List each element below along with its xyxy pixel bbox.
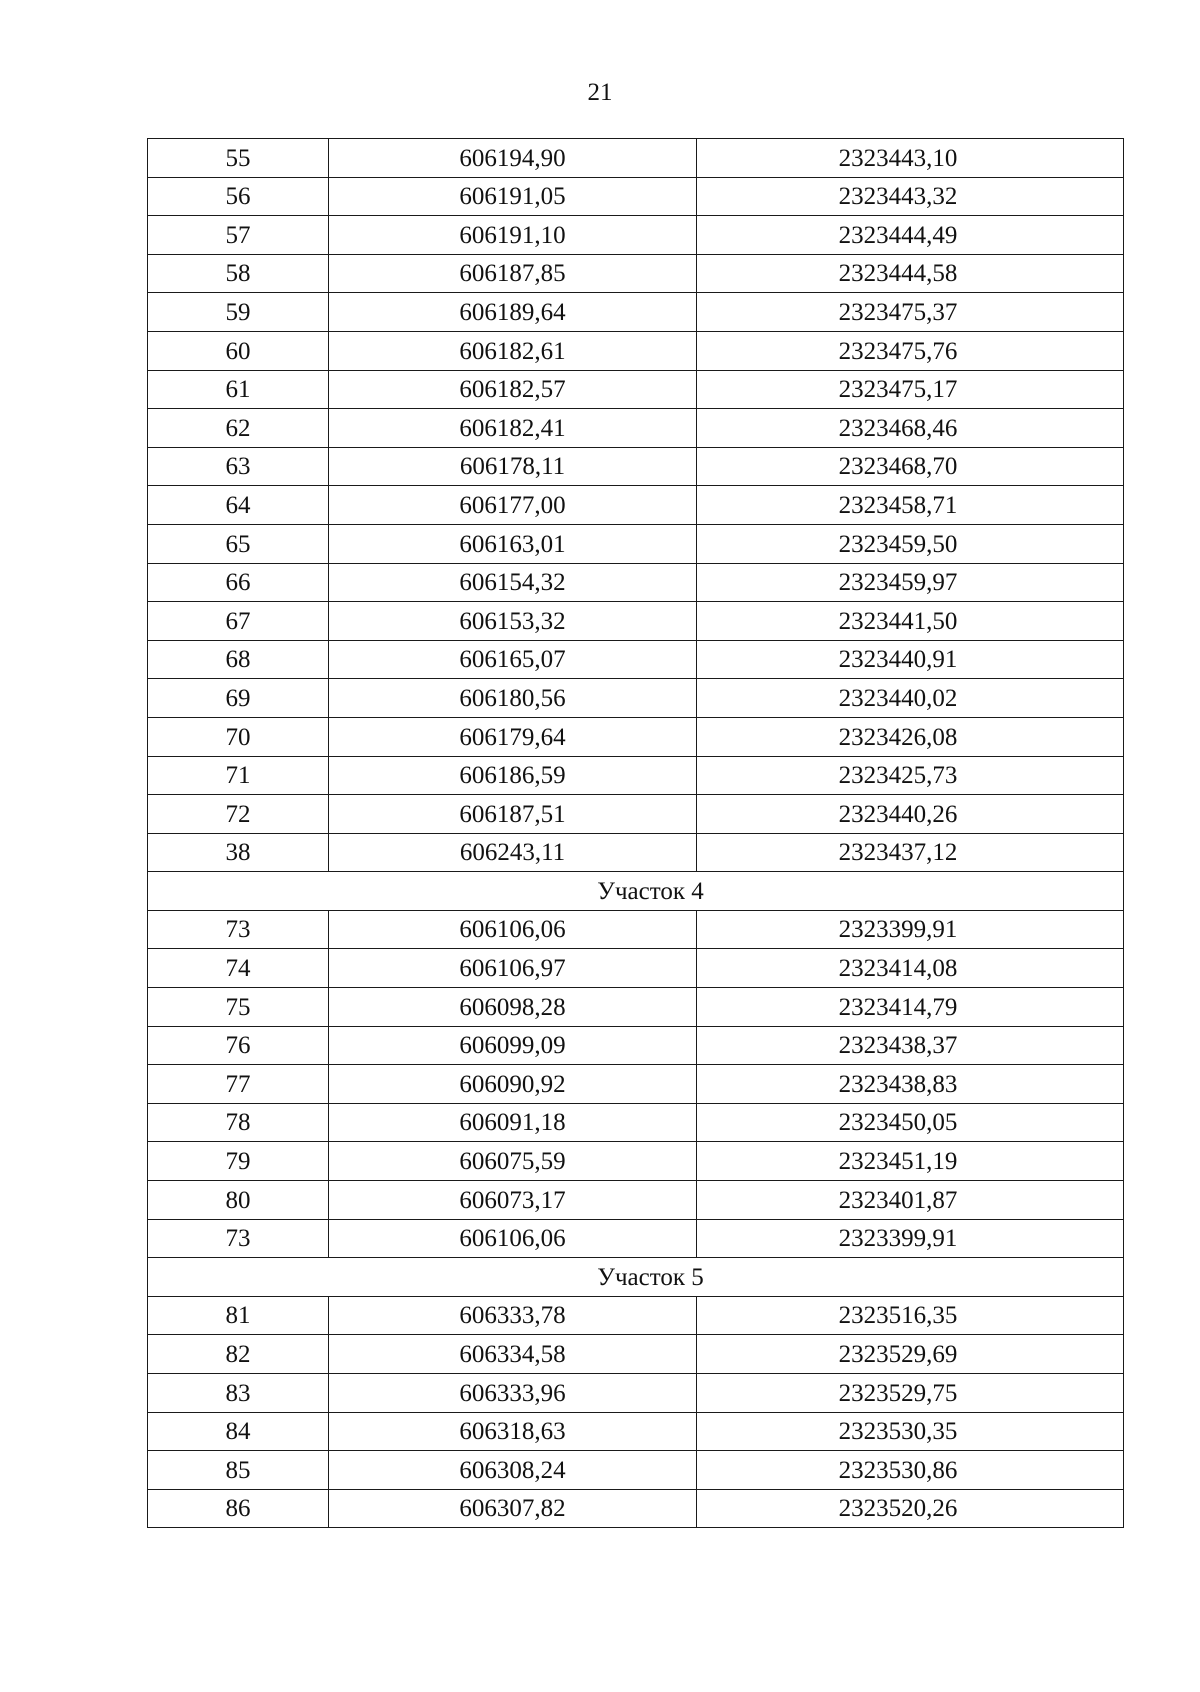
y-coordinate-cell: 2323459,97 (697, 563, 1124, 602)
table-row (148, 1296, 1124, 1335)
table-row (148, 447, 1124, 486)
x-coordinate-cell: 606153,32 (329, 602, 697, 641)
point-number-cell: 74 (148, 949, 329, 988)
y-coordinate-cell: 2323444,49 (697, 216, 1124, 255)
x-coordinate-cell: 606191,10 (329, 216, 697, 255)
y-coordinate-cell: 2323459,50 (697, 524, 1124, 563)
table-row (148, 177, 1124, 216)
x-coordinate-cell: 606091,18 (329, 1103, 697, 1142)
y-coordinate-cell: 2323450,05 (697, 1103, 1124, 1142)
y-coordinate-cell: 2323529,69 (697, 1335, 1124, 1374)
y-coordinate-cell: 2323441,50 (697, 602, 1124, 641)
section-header-row (148, 1258, 1124, 1297)
table-row (148, 409, 1124, 448)
x-coordinate-cell: 606106,06 (329, 1219, 697, 1258)
y-coordinate-cell: 2323468,70 (697, 447, 1124, 486)
table-row (148, 331, 1124, 370)
page-number: 21 (587, 79, 613, 106)
table-row (148, 795, 1124, 834)
x-coordinate-cell: 606073,17 (329, 1181, 697, 1220)
x-coordinate-cell: 606334,58 (329, 1335, 697, 1374)
x-coordinate-cell: 606186,59 (329, 756, 697, 795)
y-coordinate-cell: 2323444,58 (697, 254, 1124, 293)
x-coordinate-cell: 606098,28 (329, 988, 697, 1027)
y-coordinate-cell: 2323426,08 (697, 717, 1124, 756)
point-number-cell: 61 (148, 370, 329, 409)
point-number-cell: 63 (148, 447, 329, 486)
point-number-cell: 58 (148, 254, 329, 293)
point-number-cell: 64 (148, 486, 329, 525)
y-coordinate-cell: 2323440,26 (697, 795, 1124, 834)
x-coordinate-cell: 606318,63 (329, 1412, 697, 1451)
y-coordinate-cell: 2323520,26 (697, 1489, 1124, 1528)
table-row (148, 216, 1124, 255)
x-coordinate-cell: 606180,56 (329, 679, 697, 718)
section-title: Участок 5 (148, 1258, 1124, 1297)
table-row (148, 602, 1124, 641)
y-coordinate-cell: 2323458,71 (697, 486, 1124, 525)
table-row (148, 139, 1124, 178)
table-row (148, 756, 1124, 795)
point-number-cell: 83 (148, 1374, 329, 1413)
point-number-cell: 56 (148, 177, 329, 216)
x-coordinate-cell: 606333,78 (329, 1296, 697, 1335)
table-row (148, 679, 1124, 718)
y-coordinate-cell: 2323530,35 (697, 1412, 1124, 1451)
point-number-cell: 69 (148, 679, 329, 718)
section-header-row (148, 872, 1124, 911)
point-number-cell: 71 (148, 756, 329, 795)
table-row (148, 1181, 1124, 1220)
x-coordinate-cell: 606177,00 (329, 486, 697, 525)
y-coordinate-cell: 2323414,79 (697, 988, 1124, 1027)
x-coordinate-cell: 606182,41 (329, 409, 697, 448)
x-coordinate-cell: 606333,96 (329, 1374, 697, 1413)
y-coordinate-cell: 2323438,37 (697, 1026, 1124, 1065)
point-number-cell: 85 (148, 1451, 329, 1490)
section-title: Участок 4 (148, 872, 1124, 911)
table-row (148, 370, 1124, 409)
x-coordinate-cell: 606106,06 (329, 910, 697, 949)
y-coordinate-cell: 2323438,83 (697, 1065, 1124, 1104)
x-coordinate-cell: 606090,92 (329, 1065, 697, 1104)
y-coordinate-cell: 2323399,91 (697, 910, 1124, 949)
table-row (148, 293, 1124, 332)
table-row (148, 988, 1124, 1027)
y-coordinate-cell: 2323414,08 (697, 949, 1124, 988)
y-coordinate-cell: 2323475,37 (697, 293, 1124, 332)
y-coordinate-cell: 2323440,02 (697, 679, 1124, 718)
x-coordinate-cell: 606179,64 (329, 717, 697, 756)
point-number-cell: 72 (148, 795, 329, 834)
x-coordinate-cell: 606308,24 (329, 1451, 697, 1490)
y-coordinate-cell: 2323401,87 (697, 1181, 1124, 1220)
x-coordinate-cell: 606187,85 (329, 254, 697, 293)
x-coordinate-cell: 606075,59 (329, 1142, 697, 1181)
point-number-cell: 79 (148, 1142, 329, 1181)
table-row (148, 1065, 1124, 1104)
point-number-cell: 59 (148, 293, 329, 332)
y-coordinate-cell: 2323529,75 (697, 1374, 1124, 1413)
table-row (148, 717, 1124, 756)
coordinates-table (147, 138, 1124, 1528)
table-row (148, 640, 1124, 679)
x-coordinate-cell: 606099,09 (329, 1026, 697, 1065)
x-coordinate-cell: 606163,01 (329, 524, 697, 563)
table-row (148, 1489, 1124, 1528)
x-coordinate-cell: 606194,90 (329, 139, 697, 178)
x-coordinate-cell: 606243,11 (329, 833, 697, 872)
x-coordinate-cell: 606106,97 (329, 949, 697, 988)
y-coordinate-cell: 2323530,86 (697, 1451, 1124, 1490)
y-coordinate-cell: 2323440,91 (697, 640, 1124, 679)
coordinates-table-body (148, 139, 1124, 1528)
point-number-cell: 60 (148, 331, 329, 370)
table-row (148, 1142, 1124, 1181)
table-row (148, 1335, 1124, 1374)
point-number-cell: 68 (148, 640, 329, 679)
point-number-cell: 65 (148, 524, 329, 563)
x-coordinate-cell: 606182,61 (329, 331, 697, 370)
point-number-cell: 82 (148, 1335, 329, 1374)
x-coordinate-cell: 606165,07 (329, 640, 697, 679)
point-number-cell: 57 (148, 216, 329, 255)
table-row (148, 486, 1124, 525)
table-row (148, 524, 1124, 563)
x-coordinate-cell: 606178,11 (329, 447, 697, 486)
x-coordinate-cell: 606191,05 (329, 177, 697, 216)
table-row (148, 1219, 1124, 1258)
table-row (148, 833, 1124, 872)
table-row (148, 1026, 1124, 1065)
y-coordinate-cell: 2323443,32 (697, 177, 1124, 216)
table-row (148, 949, 1124, 988)
point-number-cell: 81 (148, 1296, 329, 1335)
y-coordinate-cell: 2323468,46 (697, 409, 1124, 448)
point-number-cell: 62 (148, 409, 329, 448)
point-number-cell: 73 (148, 1219, 329, 1258)
y-coordinate-cell: 2323475,17 (697, 370, 1124, 409)
point-number-cell: 86 (148, 1489, 329, 1528)
y-coordinate-cell: 2323425,73 (697, 756, 1124, 795)
table-row (148, 1374, 1124, 1413)
y-coordinate-cell: 2323516,35 (697, 1296, 1124, 1335)
point-number-cell: 67 (148, 602, 329, 641)
table-row (148, 910, 1124, 949)
point-number-cell: 77 (148, 1065, 329, 1104)
y-coordinate-cell: 2323399,91 (697, 1219, 1124, 1258)
point-number-cell: 70 (148, 717, 329, 756)
table-row (148, 1451, 1124, 1490)
point-number-cell: 55 (148, 139, 329, 178)
x-coordinate-cell: 606154,32 (329, 563, 697, 602)
x-coordinate-cell: 606307,82 (329, 1489, 697, 1528)
x-coordinate-cell: 606189,64 (329, 293, 697, 332)
y-coordinate-cell: 2323475,76 (697, 331, 1124, 370)
y-coordinate-cell: 2323437,12 (697, 833, 1124, 872)
y-coordinate-cell: 2323451,19 (697, 1142, 1124, 1181)
point-number-cell: 66 (148, 563, 329, 602)
point-number-cell: 38 (148, 833, 329, 872)
table-row (148, 254, 1124, 293)
table-row (148, 563, 1124, 602)
x-coordinate-cell: 606182,57 (329, 370, 697, 409)
point-number-cell: 75 (148, 988, 329, 1027)
point-number-cell: 78 (148, 1103, 329, 1142)
y-coordinate-cell: 2323443,10 (697, 139, 1124, 178)
point-number-cell: 73 (148, 910, 329, 949)
table-row (148, 1103, 1124, 1142)
table-row (148, 1412, 1124, 1451)
point-number-cell: 80 (148, 1181, 329, 1220)
point-number-cell: 76 (148, 1026, 329, 1065)
point-number-cell: 84 (148, 1412, 329, 1451)
x-coordinate-cell: 606187,51 (329, 795, 697, 834)
